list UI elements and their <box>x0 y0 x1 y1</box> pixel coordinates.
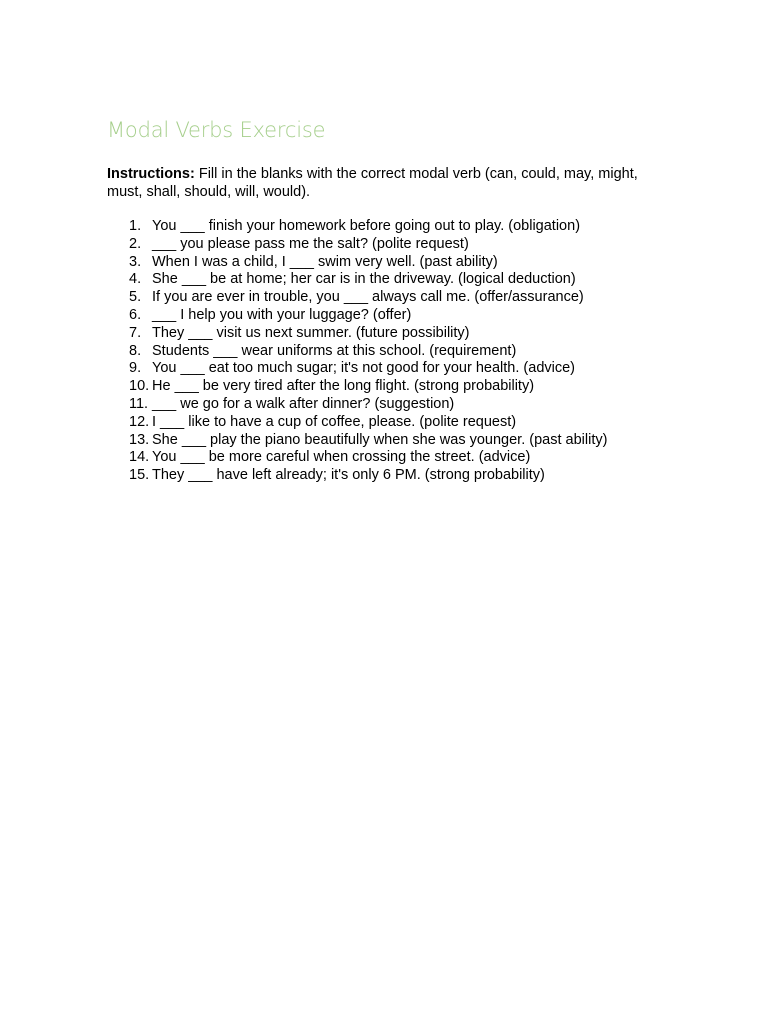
exercise-item <box>107 467 667 485</box>
exercise-text: They ___ have left already; it's only 6 PM. (strong probability) <box>152 467 545 484</box>
exercise-list <box>107 218 667 485</box>
exercise-text: ___ you please pass me the salt? (polite request) <box>152 235 469 252</box>
exercise-text: When I was a child, I ___ swim very well. (past ability) <box>152 253 498 270</box>
exercise-text: You ___ eat too much sugar; it's not good for your health. (advice) <box>152 360 575 377</box>
exercise-item <box>107 254 667 272</box>
exercise-item <box>107 378 667 396</box>
exercise-number: 8. <box>129 342 142 359</box>
exercise-item <box>107 432 667 450</box>
exercise-text: She ___ be at home; her car is in the driveway. (logical deduction) <box>152 271 576 288</box>
exercise-number: 5. <box>129 289 142 306</box>
exercise-text: You ___ finish your homework before going out to play. (obligation) <box>152 218 581 234</box>
exercise-text: He ___ be very tired after the long flight. (strong probability) <box>152 378 535 395</box>
exercise-item <box>107 307 667 325</box>
exercise-item <box>107 236 667 254</box>
exercise-number: 7. <box>129 324 142 341</box>
exercise-item <box>107 360 667 378</box>
exercise-number: 9. <box>129 360 142 377</box>
exercise-text: You ___ be more careful when crossing the street. (advice) <box>152 449 531 466</box>
exercise-item <box>107 343 667 361</box>
exercise-text: They ___ visit us next summer. (future possibility) <box>152 324 470 341</box>
exercise-number: 10. <box>129 378 150 395</box>
instructions-paragraph <box>107 165 667 201</box>
exercise-text: ___ I help you with your luggage? (offer) <box>152 306 412 323</box>
exercise-text: Students ___ wear uniforms at this school. (requirement) <box>152 342 517 359</box>
exercise-number: 1. <box>129 218 142 234</box>
exercise-number: 3. <box>129 253 142 270</box>
exercise-item <box>107 271 667 289</box>
exercise-item <box>107 218 667 236</box>
exercise-number: 2. <box>129 235 142 252</box>
instructions-text: Fill in the blanks with the correct modal verb (can, could, may, might, must, shall, should, will, would). <box>107 166 638 200</box>
exercise-text: I ___ like to have a cup of coffee, please. (polite request) <box>152 413 517 430</box>
exercise-number: 13. <box>129 431 150 448</box>
exercise-number: 4. <box>129 271 142 288</box>
exercise-number: 15. <box>129 467 150 484</box>
instructions-label: Instructions: <box>107 166 195 182</box>
exercise-item <box>107 325 667 343</box>
exercise-text: ___ we go for a walk after dinner? (suggestion) <box>152 395 455 412</box>
document-page <box>107 114 667 485</box>
exercise-item <box>107 449 667 467</box>
document-title: Modal Verbs Exercise <box>107 118 326 142</box>
exercise-number: 6. <box>129 306 142 323</box>
exercise-item <box>107 414 667 432</box>
exercise-number: 12. <box>129 413 150 430</box>
exercise-text: If you are ever in trouble, you ___ always call me. (offer/assurance) <box>152 289 584 306</box>
exercise-number: 14. <box>129 449 150 466</box>
exercise-item <box>107 289 667 307</box>
exercise-text: She ___ play the piano beautifully when she was younger. (past ability) <box>152 431 608 448</box>
exercise-item <box>107 396 667 414</box>
exercise-number: 11. <box>129 395 149 412</box>
